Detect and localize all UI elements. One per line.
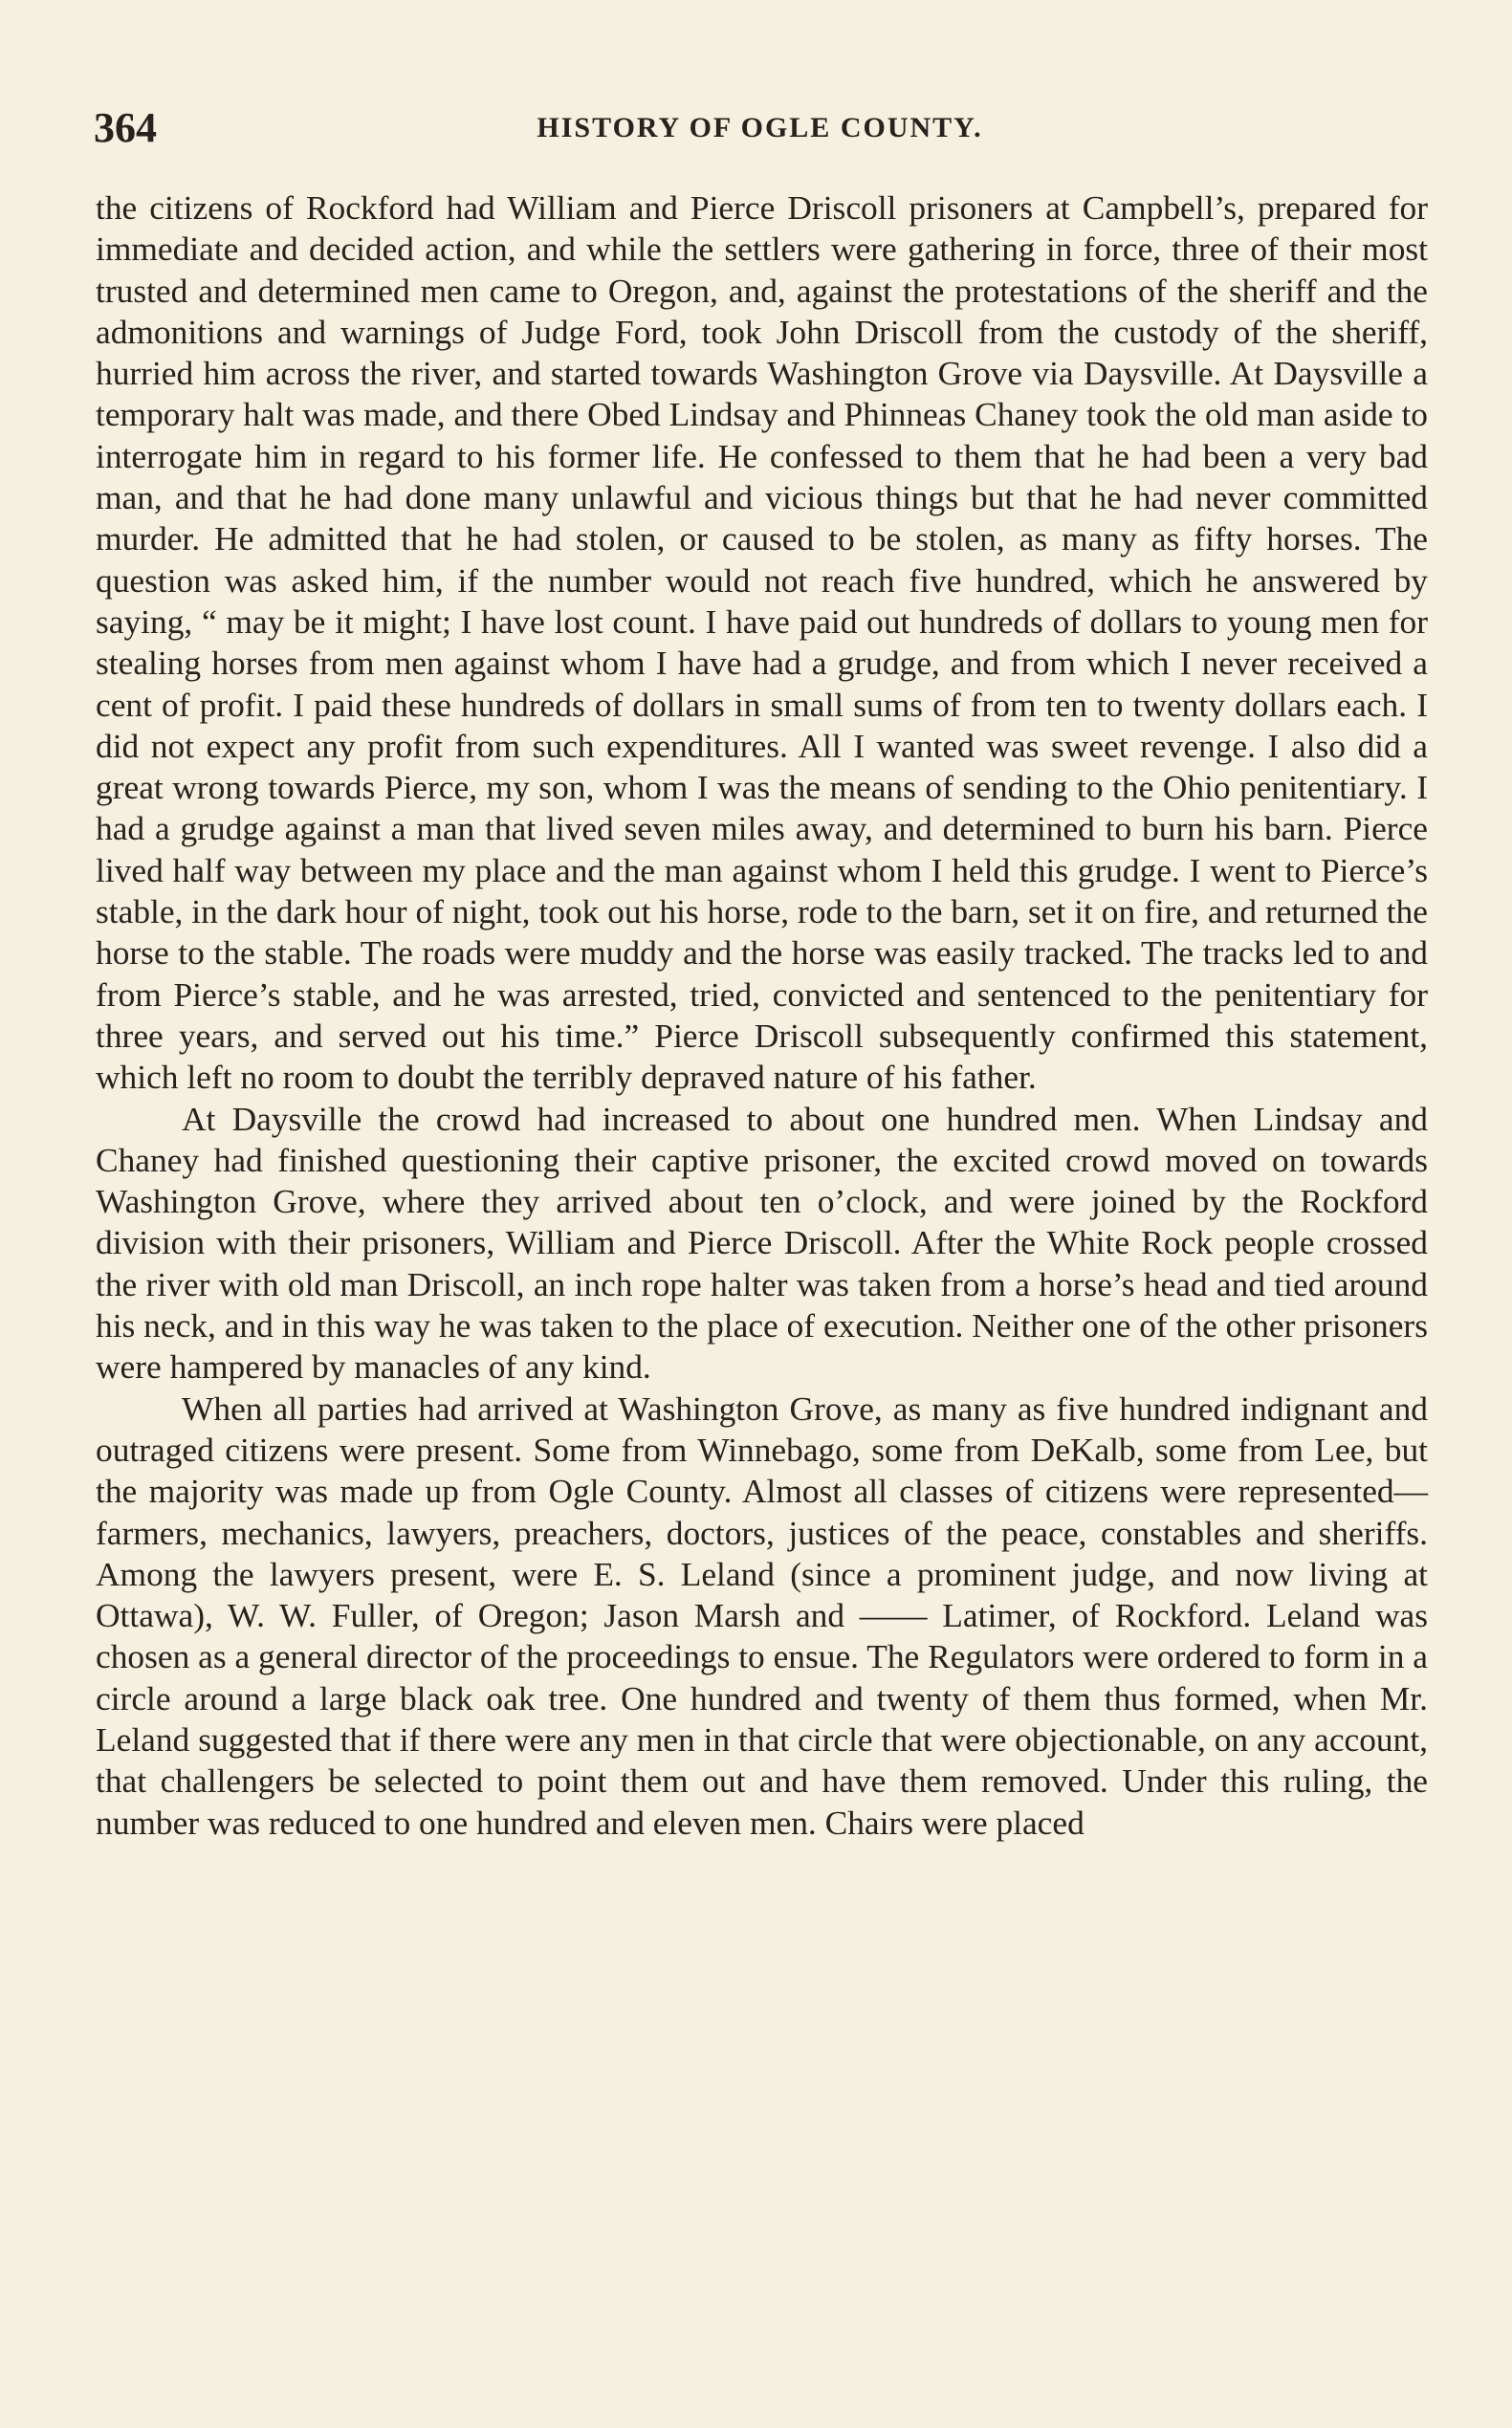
- paragraph-2: At Daysville the crowd had increased to about one hundred men. When Lindsay and Chaney had finished questioning their captive prisoner, the excited crowd moved on towards Washington Grove, where they arrived about ten o’clock, and were joined by the Rockford division with their prisoners, William and Pierce Driscoll. After the White Rock people crossed the river with old man Driscoll, an inch rope halter was taken from a horse’s head and tied around his neck, and in this way he was taken to the place of execution. Neither one of the other prisoners were hampered by manacles of any kind.: [96, 1099, 1428, 1387]
- paragraph-1: the citizens of Rockford had William and Pierce Driscoll prisoners at Campbell’s, prepared for immediate and decided action, and while the settlers were gathering in force, three of their most trusted and determined men came to Oregon, and, against the protestations of the sheriff and the admonitions and warnings of Judge Ford, took John Driscoll from the custody of the sheriff, hurried him across the river, and started towards Washington Grove via Daysville. At Daysville a temporary halt was made, and there Obed Lindsay and Phinneas Chaney took the old man aside to interrogate him in regard to his former life. He confessed to them that he had been a very bad man, and that he had done many unlawful and vicious things but that he had never committed murder. He admitted that he had stolen, or caused to be stolen, as many as fifty horses. The question was asked him, if the number would not reach five hundred, which he answered by saying, “ may be it might; I have lost count. I have paid out hundreds of dollars to young men for stealing horses from men against whom I have had a grudge, and from which I never received a cent of profit. I paid these hundreds of dollars in small sums of from ten to twenty dollars each. I did not expect any profit from such expenditures. All I wanted was sweet revenge. I also did a great wrong towards Pierce, my son, whom I was the means of sending to the Ohio penitentiary. I had a grudge against a man that lived seven miles away, and determined to burn his barn. Pierce lived half way between my place and the man against whom I held this grudge. I went to Pierce’s stable, in the dark hour of night, took out his horse, rode to the barn, set it on fire, and returned the horse to the stable. The roads were muddy and the horse was easily tracked. The tracks led to and from Pierce’s stable, and he was arrested, tried, convicted and sentenced to the penitentiary for three years, and served out his time.” Pierce Driscoll subsequently confirmed this statement, which left no room to doubt the terribly depraved nature of his father.: [96, 188, 1428, 1097]
- paragraph-3: When all parties had arrived at Washington Grove, as many as five hundred indignant and outraged citizens were present. Some from Winnebago, some from DeKalb, some from Lee, but the majority was made up from Ogle County. Almost all classes of citizens were represented—farmers, mechanics, lawyers, preachers, doctors, justices of the peace, constables and sheriffs. Among the lawyers present, were E. S. Leland (since a prominent judge, and now living at Ottawa), W. W. Fuller, of Oregon; Jason Marsh and —— Latimer, of Rockford. Leland was chosen as a general director of the proceedings to ensue. The Regulators were ordered to form in a circle around a large black oak tree. One hundred and twenty of them thus formed, when Mr. Leland suggested that if there were any men in that circle that were objectionable, on any account, that challengers be selected to point them out and have them removed. Under this ruling, the number was reduced to one hundred and eleven men. Chairs were placed: [96, 1389, 1428, 1842]
- running-head: HISTORY OF OGLE COUNTY.: [537, 112, 983, 143]
- page-header: [94, 99, 1426, 157]
- body-text: [96, 187, 1428, 1844]
- page-number: 364: [94, 104, 157, 151]
